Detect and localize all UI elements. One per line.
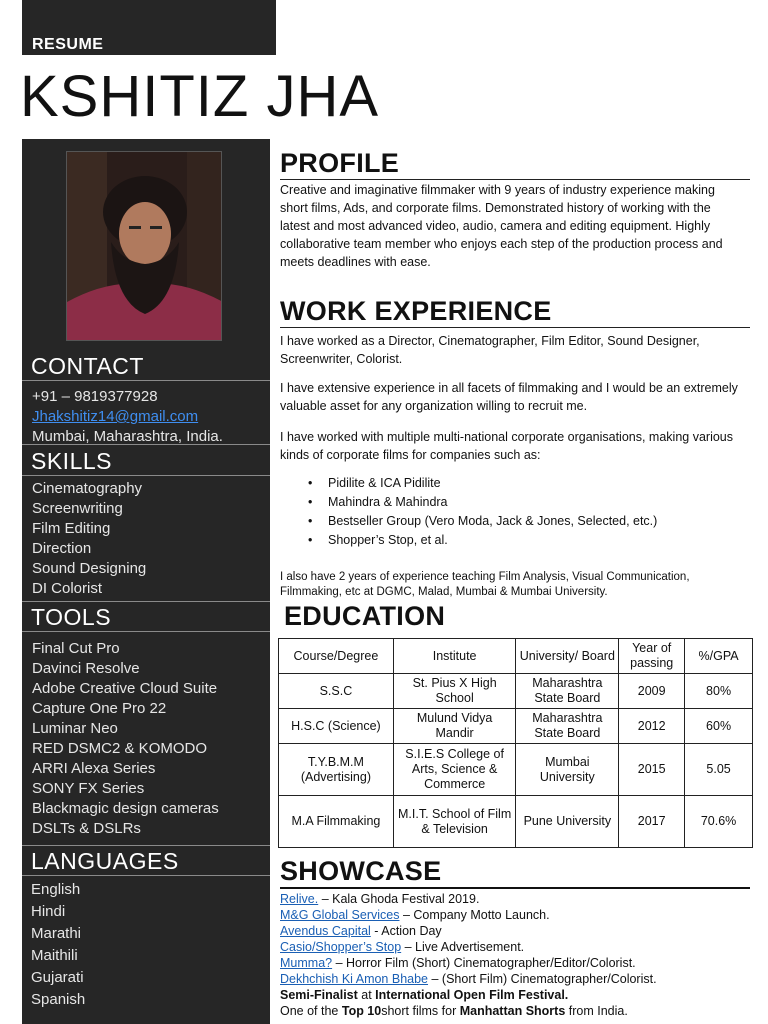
contact-divider — [22, 444, 270, 445]
showcase-desc: – Horror Film (Short) Cinematographer/Editor/Colorist. — [332, 956, 636, 970]
contact-heading: CONTACT — [22, 352, 270, 381]
languages-list — [31, 879, 267, 1011]
column-header: University/ Board — [516, 639, 619, 674]
showcase-desc: – Company Motto Launch. — [399, 908, 550, 922]
skill-item: Cinematography — [32, 480, 143, 497]
skill-item: Direction — [32, 540, 92, 557]
column-header: %/GPA — [685, 639, 753, 674]
sidebar — [22, 139, 270, 1024]
table-cell: 80% — [685, 674, 753, 709]
showcase-item — [280, 891, 750, 907]
showcase-heading: SHOWCASE — [280, 855, 750, 889]
tool-item: Blackmagic design cameras — [32, 800, 219, 817]
table-cell: M.A Filmmaking — [279, 796, 394, 848]
skills-list — [32, 479, 268, 599]
award-festival: International Open Film Festival. — [375, 988, 569, 1002]
skill-item: Film Editing — [32, 520, 111, 537]
profile-text: Creative and imaginative filmmaker with 9 years of industry experience making short films, Ads, and corporate films. Demonstrated history of working with the latest and most advanced video, audio, camera and editing equipment. Highly collaborative team member who enjoys each step of the production process and meets deadlines with ease. — [280, 183, 723, 269]
table-cell: Maharashtra State Board — [516, 709, 619, 744]
contact-list — [32, 387, 268, 447]
table-cell: S.S.C — [279, 674, 394, 709]
showcase-link[interactable]: Dekhchish Ki Amon Bhabe — [280, 972, 429, 986]
skills-divider — [22, 601, 270, 602]
showcase-link[interactable]: M&G Global Services — [280, 908, 400, 922]
client-list — [308, 475, 708, 551]
table-row — [279, 796, 753, 848]
showcase-desc: - Action Day — [370, 924, 442, 938]
resume-label: RESUME — [32, 36, 104, 53]
table-header-row — [279, 639, 753, 674]
showcase-link[interactable]: Avendus Capital — [280, 924, 371, 938]
table-cell: 2015 — [619, 744, 685, 796]
header-bar — [22, 0, 276, 55]
table-cell: 2017 — [619, 796, 685, 848]
table-cell: 60% — [685, 709, 753, 744]
table-cell: M.I.T. School of Film & Television — [393, 796, 516, 848]
language-item: Hindi — [31, 903, 66, 920]
tool-item: DSLTs & DSLRs — [32, 820, 141, 837]
table-cell: Mumbai University — [516, 744, 619, 796]
education-heading: EDUCATION — [284, 601, 446, 631]
work-paragraph-2: I have extensive experience in all facets of filmmaking and I would be an extremely valuable asset for any organization willing to recruit me. — [280, 381, 738, 413]
language-item: Spanish — [31, 991, 86, 1008]
showcase-desc: – Kala Ghoda Festival 2019. — [318, 892, 480, 906]
tool-item: Capture One Pro 22 — [32, 700, 167, 717]
contact-location: Mumbai, Maharashtra, India. — [32, 428, 223, 445]
top-festival: Manhattan Shorts — [459, 1004, 566, 1018]
work-paragraph-3: I have worked with multiple multi-national corporate organisations, making various kinds of corporate films for companies such as: — [280, 430, 733, 462]
award-title: Semi-Finalist — [280, 988, 358, 1002]
language-item: Maithili — [31, 947, 78, 964]
work-paragraph-1: I have worked as a Director, Cinematographer, Film Editor, Sound Designer, Screenwriter, Colorist. — [280, 334, 700, 366]
tool-item: Adobe Creative Cloud Suite — [32, 680, 218, 697]
language-item: English — [31, 881, 81, 898]
tool-item: SONY FX Series — [32, 780, 145, 797]
showcase-link[interactable]: Casio/Shopper’s Stop — [280, 940, 402, 954]
top-suffix: from India. — [565, 1004, 628, 1018]
table-row — [279, 674, 753, 709]
award-line — [280, 987, 750, 1003]
column-header: Course/Degree — [279, 639, 394, 674]
tool-item: Luminar Neo — [32, 720, 118, 737]
award-at: at — [357, 988, 376, 1002]
column-header: Year of passing — [619, 639, 685, 674]
language-item: Gujarati — [31, 969, 84, 986]
table-cell: S.I.E.S College of Arts, Science & Commerce — [393, 744, 516, 796]
skill-item: Sound Designing — [32, 560, 147, 577]
tool-item: ARRI Alexa Series — [32, 760, 156, 777]
top-line — [280, 1003, 750, 1019]
education-table — [278, 638, 753, 848]
showcase-desc: – Live Advertisement. — [401, 940, 525, 954]
tools-list — [32, 639, 268, 839]
contact-email-item — [32, 407, 268, 427]
tool-item: Final Cut Pro — [32, 640, 120, 657]
table-cell: Pune University — [516, 796, 619, 848]
languages-heading: LANGUAGES — [22, 847, 270, 876]
contact-phone: +91 – 9819377928 — [32, 388, 158, 405]
showcase-item — [280, 907, 750, 923]
tools-heading: TOOLS — [22, 603, 270, 632]
table-cell: St. Pius X High School — [393, 674, 516, 709]
table-cell: 70.6% — [685, 796, 753, 848]
table-row — [279, 744, 753, 796]
showcase-link[interactable]: Mumma? — [280, 956, 333, 970]
client-item: • Mahindra & Mahindra — [308, 494, 708, 510]
column-header: Institute — [393, 639, 516, 674]
portrait-image — [67, 152, 222, 341]
top-mid: short films for — [381, 1004, 460, 1018]
work-paragraph-4: I also have 2 years of experience teaching Film Analysis, Visual Communication, Filmmaking, etc at DGMC, Malad, Mumbai & Mumbai University. — [280, 571, 690, 598]
table-cell: 5.05 — [685, 744, 753, 796]
candidate-name: KSHITIZ JHA — [20, 64, 380, 129]
client-item: • Shopper’s Stop, et al. — [308, 532, 708, 548]
skill-item: Screenwriting — [32, 500, 123, 517]
tool-item: Davinci Resolve — [32, 660, 140, 677]
table-cell: 2012 — [619, 709, 685, 744]
contact-email-link[interactable]: Jhakshitiz14@gmail.com — [32, 408, 199, 425]
table-cell: Mulund Vidya Mandir — [393, 709, 516, 744]
language-item: Marathi — [31, 925, 82, 942]
top-prefix: One of the — [280, 1004, 342, 1018]
showcase-desc: – (Short Film) Cinematographer/Colorist. — [428, 972, 657, 986]
profile-heading: PROFILE — [280, 147, 750, 180]
showcase-item — [280, 955, 750, 971]
showcase-item — [280, 923, 750, 939]
table-cell: 2009 — [619, 674, 685, 709]
work-heading: WORK EXPERIENCE — [280, 295, 750, 328]
skills-heading: SKILLS — [22, 447, 270, 476]
table-cell: H.S.C (Science) — [279, 709, 394, 744]
showcase-item — [280, 939, 750, 955]
table-cell: T.Y.B.M.M (Advertising) — [279, 744, 394, 796]
table-cell: Maharashtra State Board — [516, 674, 619, 709]
skill-item: DI Colorist — [32, 580, 103, 597]
table-row — [279, 709, 753, 744]
showcase-list — [280, 891, 750, 1019]
client-item: • Bestseller Group (Vero Moda, Jack & Jones, Selected, etc.) — [308, 513, 708, 529]
client-item: • Pidilite & ICA Pidilite — [308, 475, 708, 491]
top-10: Top 10 — [341, 1004, 382, 1018]
tool-item: RED DSMC2 & KOMODO — [32, 740, 208, 757]
profile-photo — [66, 151, 222, 341]
tools-divider — [22, 845, 270, 846]
showcase-link[interactable]: Relive. — [280, 892, 319, 906]
showcase-item — [280, 971, 750, 987]
